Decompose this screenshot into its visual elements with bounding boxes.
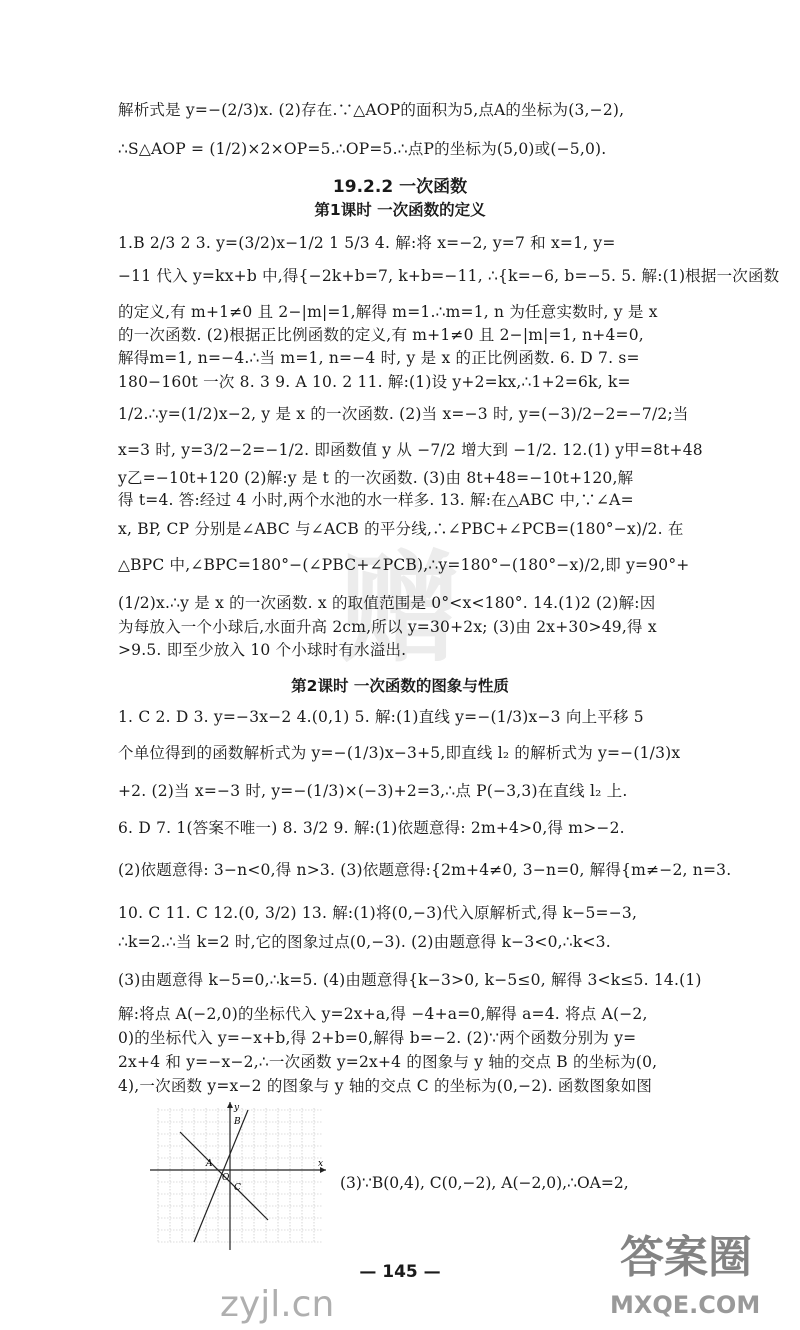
text-line: +2. (2)当 x=−3 时, y=−(1/3)×(−3)+2=3,∴点 P(−3,3)在直线 l₂ 上. — [118, 782, 628, 800]
text-line: −11 代入 y=kx+b 中,得{−2k+b=7, k+b=−11, ∴{k=−6, b=−5. 5. 解:(1)根据一次函数 — [118, 267, 780, 285]
text-line: 180−160t 一次 8. 3 9. A 10. 2 11. 解:(1)设 y+2=kx,∴1+2=6k, k= — [118, 373, 631, 391]
line-y-2x-plus-4 — [194, 1110, 248, 1242]
point-c-label: C — [234, 1183, 241, 1193]
page-number: — 145 — — [359, 1262, 441, 1282]
text-line: 10. C 11. C 12.(0, 3/2) 13. 解:(1)将(0,−3)代入原解析式,得 k−5=−3, — [118, 904, 638, 922]
text-line: 6. D 7. 1(答案不唯一) 8. 3/2 9. 解:(1)依题意得: 2m+4>0,得 m>−2. — [118, 819, 625, 837]
text-line: (1/2)x.∴y 是 x 的一次函数. x 的取值范围是 0°<x<180°. 14.(1)2 (2)解:因 — [118, 594, 656, 612]
text-line: 的定义,有 m+1≠0 且 2−|m|=1,解得 m=1.∴m=1, n 为任意实数时, y 是 x — [118, 303, 658, 321]
text-line: 1/2.∴y=(1/2)x−2, y 是 x 的一次函数. (2)当 x=−3 时, y=(−3)/2−2=−7/2;当 — [118, 405, 689, 423]
corner-logo-cn: 答案圈 — [620, 1232, 752, 1283]
text-line: (2)依题意得: 3−n<0,得 n>3. (3)依题意得:{2m+4≠0, 3−n=0, 解得{m≠−2, n=3. — [118, 861, 732, 879]
text-line: 得 t=4. 答:经过 4 小时,两个水池的水一样多. 13. 解:在△ABC 中,∵∠A= — [118, 491, 634, 509]
text-line: >9.5. 即至少放入 10 个小球时有水溢出. — [118, 641, 407, 659]
text-line: ∴k=2.∴当 k=2 时,它的图象过点(0,−3). (2)由题意得 k−3<0,∴k<3. — [118, 933, 611, 951]
site-watermark-logo: zyjl.cn — [220, 1284, 335, 1325]
text-line: 的一次函数. (2)根据正比例函数的定义,有 m+1≠0 且 2−|m|=1, n+4=0, — [118, 326, 644, 344]
text-line: 0)的坐标代入 y=−x+b,得 2+b=0,解得 b=−2. (2)∵两个函数分别为 y= — [118, 1029, 637, 1047]
point-b-label: B — [234, 1117, 241, 1127]
text-line: 为每放入一个小球后,水面升高 2cm,所以 y=30+2x; (3)由 2x+30>49,得 x — [118, 618, 657, 636]
background-watermark: 赠 — [340, 540, 460, 679]
y-axis-label: y — [234, 1103, 240, 1113]
text-line: 2x+4 和 y=−x−2,∴一次函数 y=2x+4 的图象与 y 轴的交点 B 的坐标为(0, — [118, 1053, 658, 1071]
lesson2-title: 第2课时 一次函数的图象与性质 — [291, 677, 509, 695]
point-a-label: A — [206, 1159, 213, 1169]
graph-caption: (3)∵B(0,4), C(0,−2), A(−2,0),∴OA=2, — [340, 1174, 629, 1192]
text-line: 1. C 2. D 3. y=−3x−2 4.(0,1) 5. 解:(1)直线 y=−(1/3)x−3 向上平移 5 — [118, 708, 644, 726]
text-line: 解得m=1, n=−4.∴当 m=1, n=−4 时, y 是 x 的正比例函数. 6. D 7. s= — [118, 349, 640, 367]
text-line: 解:将点 A(−2,0)的坐标代入 y=2x+a,得 −4+a=0,解得 a=4. 将点 A(−2, — [118, 1005, 648, 1023]
section-title: 19.2.2 一次函数 — [332, 177, 468, 197]
text-line: 1.B 2/3 2 3. y=(3/2)x−1/2 1 5/3 4. 解:将 x=−2, y=7 和 x=1, y= — [118, 234, 616, 252]
x-axis-label: x — [318, 1159, 324, 1169]
corner-logo — [610, 1230, 790, 1325]
lesson1-title: 第1课时 一次函数的定义 — [314, 201, 486, 219]
text-line: 4),一次函数 y=x−2 的图象与 y 轴的交点 C 的坐标为(0,−2). 函数图象如图 — [118, 1077, 653, 1095]
text-line: ∴S△AOP = (1/2)×2×OP=5.∴OP=5.∴点P的坐标为(5,0)或(−5,0). — [118, 140, 607, 158]
text-line: x, BP, CP 分别是∠ABC 与∠ACB 的平分线,∴∠PBC+∠PCB=(180°−x)/2. 在 — [118, 520, 684, 538]
text-line: y乙=−10t+120 (2)解:y 是 t 的一次函数. (3)由 8t+48=−10t+120,解 — [118, 469, 634, 487]
corner-logo-en: MXQE.COM — [610, 1291, 761, 1319]
text-line: x=3 时, y=3/2−2=−1/2. 即函数值 y 从 −7/2 增大到 −1/2. 12.(1) y甲=8t+48 — [118, 441, 703, 459]
text-line: 个单位得到的函数解析式为 y=−(1/3)x−3+5,即直线 l₂ 的解析式为 y=−(1/3)x — [118, 744, 681, 762]
y-axis-arrow — [227, 1102, 233, 1108]
text-line: 解析式是 y=−(2/3)x. (2)存在.∵△AOP的面积为5,点A的坐标为(3,−2), — [118, 101, 625, 119]
text-line: △BPC 中,∠BPC=180°−(∠PBC+∠PCB),∴y=180°−(180°−x)/2,即 y=90°+ — [118, 556, 690, 574]
origin-label: O — [222, 1173, 230, 1183]
function-graph — [150, 1100, 330, 1250]
text-line: (3)由题意得 k−5=0,∴k=5. (4)由题意得{k−3>0, k−5≤0, 解得 3<k≤5. 14.(1) — [118, 971, 702, 989]
